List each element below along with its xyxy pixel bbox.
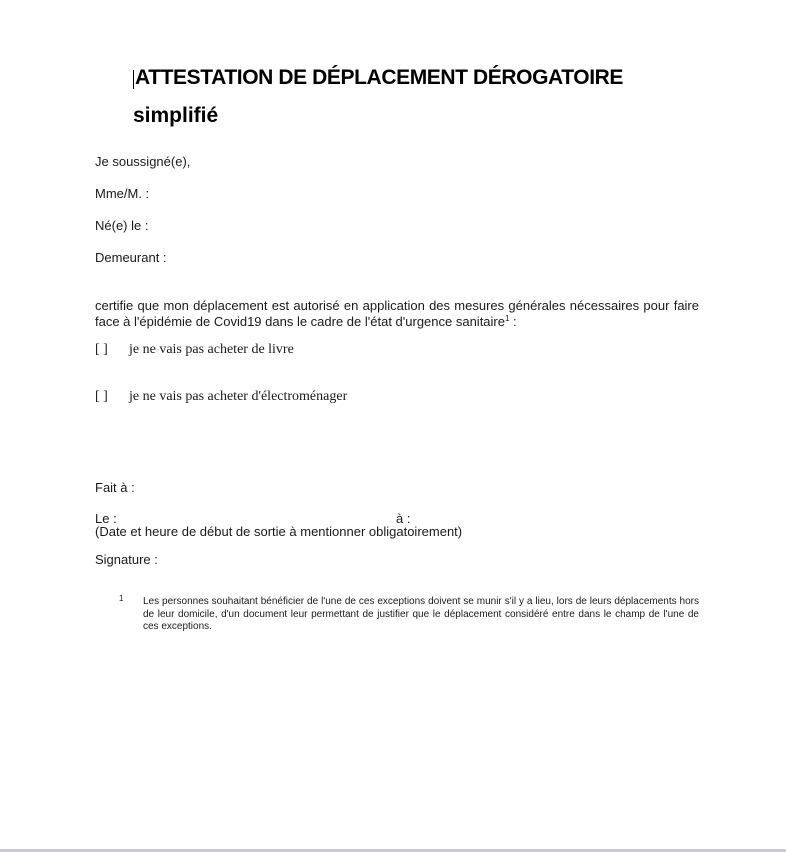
document-title: ATTESTATION DE DÉPLACEMENT DÉROGATOIRE	[135, 66, 624, 89]
address-label: Demeurant :	[95, 250, 167, 265]
footnote-number: 1	[119, 594, 124, 603]
text-cursor	[133, 70, 134, 89]
footnote-text: Les personnes souhaitant bénéficier de l'une de ces exceptions doivent se munir s'il y a lieu, lors de leurs déplacements hors de leur domicile, d'un document leur permettant de justifier que le déplacement considéré entre dans le champ de l'une de ces exceptions.	[143, 596, 699, 632]
birth-label: Né(e) le :	[95, 218, 149, 233]
option-item[interactable]	[95, 389, 347, 405]
date-label: Le :	[95, 511, 117, 526]
document-subtitle: simplifié	[133, 104, 219, 127]
certify-text: certifie que mon déplacement est autorisé en application des mesures générales nécessaires pour faire face à l'épidémie de Covid19 dans le cadre de l'état d'urgence sanitaire	[95, 298, 699, 329]
footnote-reference: 1	[504, 314, 510, 323]
option-label: je ne vais pas acheter de livre	[129, 342, 294, 357]
certify-paragraph	[95, 298, 699, 330]
signature-label: Signature :	[95, 552, 158, 567]
intro-text: Je soussigné(e),	[95, 154, 191, 169]
option-item[interactable]	[95, 342, 294, 358]
place-label: Fait à :	[95, 480, 135, 495]
name-label: Mme/M. :	[95, 186, 150, 201]
certify-suffix: :	[509, 314, 517, 329]
option-checkbox[interactable]: [ ]	[95, 342, 108, 357]
date-note: (Date et heure de début de sortie à mentionner obligatoirement)	[95, 524, 463, 539]
time-label: à :	[396, 511, 411, 526]
option-label: je ne vais pas acheter d'électroménager	[129, 389, 348, 404]
option-checkbox[interactable]: [ ]	[95, 389, 108, 404]
